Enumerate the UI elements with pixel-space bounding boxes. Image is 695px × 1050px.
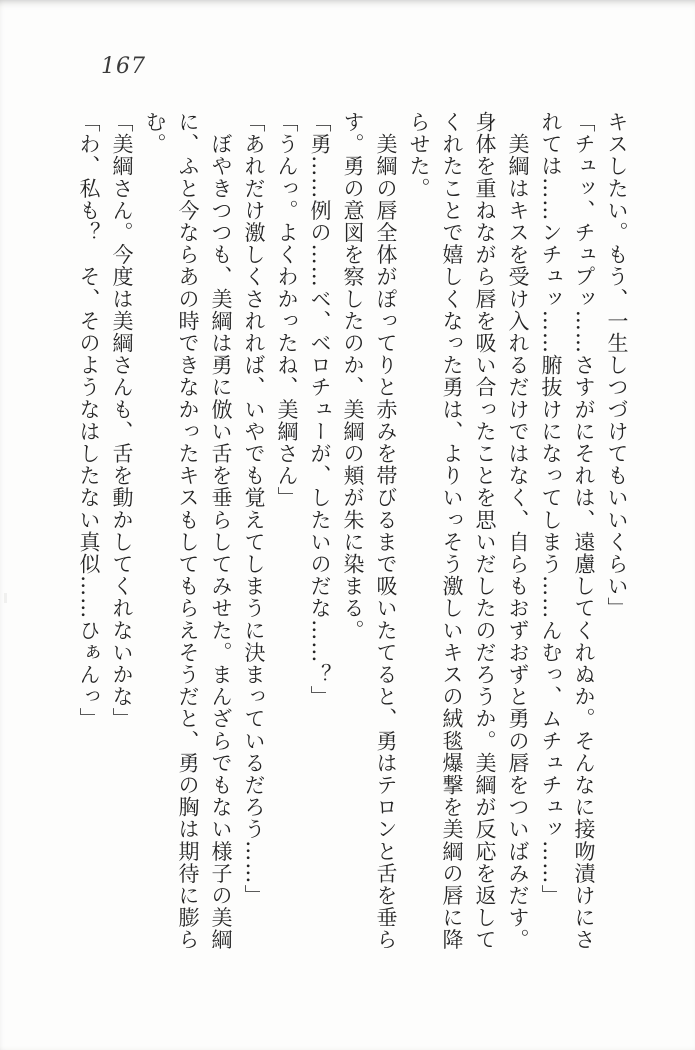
text-line: 「あれだけ激しくされれば、いやでも覚えてしまうに決まっているだろう……」: [242, 111, 266, 907]
text-line: 「美綱さん。今度は美綱さんも、舌を動かしてくれないかな」: [110, 111, 134, 730]
text-line: 美綱はキスを受け入れるだけではなく、自らもおずおずと勇の唇をついばみだす。: [506, 111, 530, 951]
text-line: キスしたい。もう、一生しつづけてもいいくらい」: [605, 111, 629, 620]
text-line: 「チュッ、チュプッ……さすがにそれは、遠慮してくれぬか。そんなに接吻漬けにさ: [572, 111, 596, 951]
text-line: ぼやきつつも、美綱は勇に倣い舌を垂らしてみせた。まんざらでもない様子の美綱: [209, 111, 233, 951]
text-line: 「勇……例の……ベ、ベロチューが、したいのだな……？」: [308, 111, 332, 708]
text-line: 身体を重ねながら唇を吸い合ったことを思いだしたのだろうか。美綱が反応を返して: [473, 111, 497, 951]
text-line: らせた。: [407, 111, 431, 200]
text-line: くれたことで嬉しくなった勇は、よりいっそう激しいキスの絨毯爆撃を美綱の唇に降: [440, 111, 464, 951]
text-line: す。勇の意図を察したのか、美綱の頬が朱に染まる。: [341, 111, 365, 642]
page-number: 167: [101, 54, 146, 79]
text-line: む。: [143, 111, 167, 156]
text-block: [72, 111, 633, 967]
text-line: 美綱の唇全体がぽってりと赤みを帯びるまで吸いたてると、勇はテロンと舌を垂ら: [374, 111, 398, 951]
text-line: 「うんっ。よくわかったね、美綱さん」: [275, 111, 299, 509]
text-line: れては……ンチュッ……腑抜けになってしまう……んむっ、ムチュチュッ……」: [539, 111, 563, 907]
scan-artifact: [4, 593, 7, 603]
text-line: に、ふと今ならあの時できなかったキスもしてもらえそうだと、勇の胸は期待に膨ら: [176, 111, 200, 951]
text-line: 「わ、私も？ そ、そのようなはしたない真似……ひぁんっ」: [77, 111, 101, 730]
